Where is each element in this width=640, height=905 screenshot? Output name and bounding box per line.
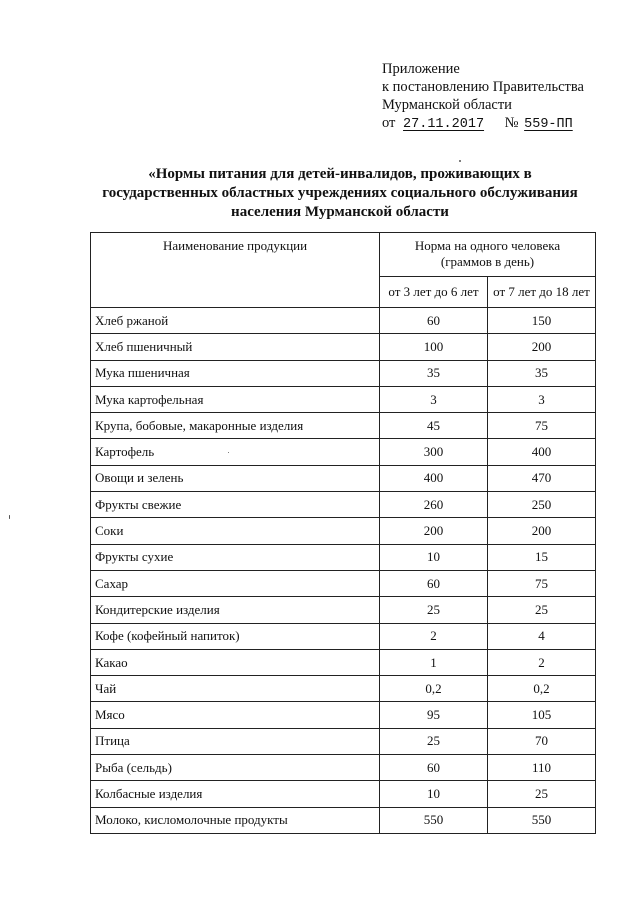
table-row <box>91 649 596 675</box>
norm-7-18-cell: 2 <box>488 649 596 675</box>
appendix-header <box>382 60 632 134</box>
table-row <box>91 386 596 412</box>
norm-3-6-cell: 60 <box>380 308 488 334</box>
document-title <box>60 165 620 222</box>
table-row <box>91 334 596 360</box>
norm-7-18-cell: 250 <box>488 492 596 518</box>
norm-3-6-cell: 0,2 <box>380 676 488 702</box>
title-line: «Нормы питания для детей-инвалидов, проживающих в <box>148 166 532 182</box>
norm-3-6-cell: 10 <box>380 544 488 570</box>
scan-speck <box>459 160 461 162</box>
product-name-cell: Хлеб ржаной <box>91 308 380 334</box>
table-row <box>91 544 596 570</box>
norm-3-6-cell: 300 <box>380 439 488 465</box>
norm-7-18-cell: 105 <box>488 702 596 728</box>
table-row <box>91 518 596 544</box>
table-row <box>91 755 596 781</box>
norm-7-18-cell: 35 <box>488 360 596 386</box>
norm-3-6-cell: 260 <box>380 492 488 518</box>
norm-7-18-cell: 3 <box>488 386 596 412</box>
product-name-cell: Кофе (кофейный напиток) <box>91 623 380 649</box>
header-product: Наименование продукции <box>91 233 380 308</box>
table-header-row <box>91 233 596 277</box>
norm-3-6-cell: 2 <box>380 623 488 649</box>
product-name-cell: Мясо <box>91 702 380 728</box>
norms-table <box>90 232 596 834</box>
norm-7-18-cell: 200 <box>488 518 596 544</box>
from-label: от <box>382 115 396 131</box>
norm-3-6-cell: 35 <box>380 360 488 386</box>
table-row <box>91 439 596 465</box>
table-row <box>91 702 596 728</box>
product-name-cell: Овощи и зелень <box>91 465 380 491</box>
scan-speck <box>9 515 10 519</box>
norm-7-18-cell: 150 <box>488 308 596 334</box>
norm-7-18-cell: 25 <box>488 781 596 807</box>
number-label: № <box>504 115 519 131</box>
norm-7-18-cell: 70 <box>488 728 596 754</box>
product-name-cell: Птица <box>91 728 380 754</box>
product-name-cell: Фрукты сухие <box>91 544 380 570</box>
table-row <box>91 492 596 518</box>
norm-7-18-cell: 550 <box>488 807 596 833</box>
title-line: государственных областных учреждениях социального обслуживания <box>102 185 578 201</box>
norm-3-6-cell: 100 <box>380 334 488 360</box>
product-name-cell: Картофель <box>91 439 380 465</box>
product-name-cell: Мука пшеничная <box>91 360 380 386</box>
resolution-date: 27.11.2017 <box>403 117 485 132</box>
header-norm-line: Норма на одного человека <box>414 238 561 253</box>
product-name-cell: Колбасные изделия <box>91 781 380 807</box>
product-name-cell: Кондитерские изделия <box>91 597 380 623</box>
product-name-cell: Молоко, кисломолочные продукты <box>91 807 380 833</box>
table-row <box>91 676 596 702</box>
header-norm-line: (граммов в день) <box>440 254 535 269</box>
resolution-number: 559-ПП <box>524 117 573 132</box>
norm-7-18-cell: 400 <box>488 439 596 465</box>
norm-7-18-cell: 15 <box>488 544 596 570</box>
norm-3-6-cell: 60 <box>380 570 488 596</box>
table-row <box>91 781 596 807</box>
appendix-label: Приложение <box>382 61 460 77</box>
norm-3-6-cell: 3 <box>380 386 488 412</box>
header-age-3-6: от 3 лет до 6 лет <box>380 277 488 308</box>
norm-3-6-cell: 400 <box>380 465 488 491</box>
product-name-cell: Сахар <box>91 570 380 596</box>
header-norm <box>380 233 596 277</box>
norm-7-18-cell: 25 <box>488 597 596 623</box>
product-name-cell: Хлеб пшеничный <box>91 334 380 360</box>
appendix-date-line <box>382 114 632 134</box>
norm-7-18-cell: 75 <box>488 570 596 596</box>
norm-7-18-cell: 4 <box>488 623 596 649</box>
norm-3-6-cell: 25 <box>380 728 488 754</box>
table-row <box>91 360 596 386</box>
table-row <box>91 308 596 334</box>
title-line: населения Мурманской области <box>231 204 449 220</box>
header-age-7-18: от 7 лет до 18 лет <box>488 277 596 308</box>
appendix-region: Мурманской области <box>382 97 512 113</box>
norm-3-6-cell: 95 <box>380 702 488 728</box>
product-name-cell: Чай <box>91 676 380 702</box>
norm-7-18-cell: 470 <box>488 465 596 491</box>
product-name-cell: Какао <box>91 649 380 675</box>
norm-3-6-cell: 1 <box>380 649 488 675</box>
table-row <box>91 597 596 623</box>
norm-7-18-cell: 200 <box>488 334 596 360</box>
appendix-resolution: к постановлению Правительства <box>382 79 584 95</box>
table-row <box>91 465 596 491</box>
product-name-cell: Мука картофельная <box>91 386 380 412</box>
table-row <box>91 728 596 754</box>
norm-3-6-cell: 200 <box>380 518 488 544</box>
product-name-cell: Крупа, бобовые, макаронные изделия <box>91 413 380 439</box>
norm-3-6-cell: 45 <box>380 413 488 439</box>
product-name-cell: Фрукты свежие <box>91 492 380 518</box>
norm-3-6-cell: 550 <box>380 807 488 833</box>
table-row <box>91 413 596 439</box>
table-row <box>91 807 596 833</box>
norm-3-6-cell: 25 <box>380 597 488 623</box>
norm-7-18-cell: 110 <box>488 755 596 781</box>
norm-7-18-cell: 0,2 <box>488 676 596 702</box>
product-name-cell: Соки <box>91 518 380 544</box>
norm-3-6-cell: 10 <box>380 781 488 807</box>
norm-3-6-cell: 60 <box>380 755 488 781</box>
norm-7-18-cell: 75 <box>488 413 596 439</box>
scan-speck <box>228 452 229 453</box>
table-row <box>91 570 596 596</box>
product-name-cell: Рыба (сельдь) <box>91 755 380 781</box>
table-row <box>91 623 596 649</box>
